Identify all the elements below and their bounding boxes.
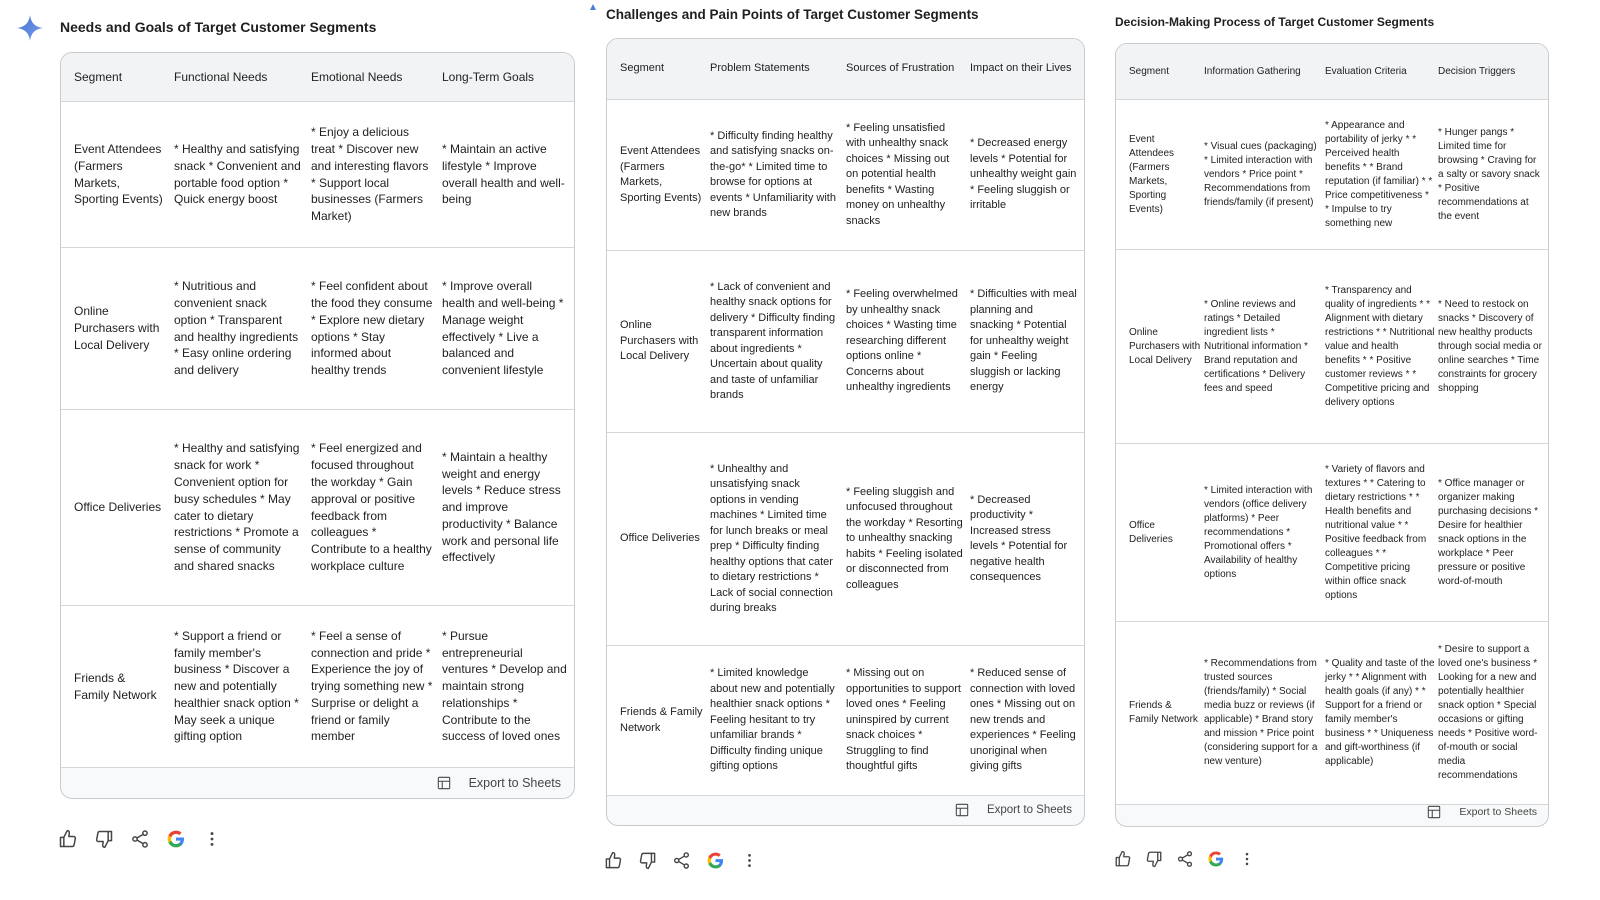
table-cell [970,251,1078,432]
export-to-sheets-button[interactable] [437,776,561,790]
cell-text: * Maintain an active lifestyle * Improve overall health and well-being [442,141,565,207]
google-g-icon[interactable] [166,829,186,849]
segment-cell [620,433,706,645]
cell-text: * Feeling unsatisfied with unhealthy snack choices * Missing out on potential health benefits * Wasting money on unhealthy snacks [846,121,950,227]
export-to-sheets-button[interactable] [955,803,1072,817]
table-cell [1438,250,1542,443]
cell-text: Online Purchasers with Local Delivery [74,304,160,352]
table-cell [1325,100,1435,249]
table-row [1116,100,1548,250]
segment-cell [620,100,706,250]
more-vert-icon[interactable] [740,851,759,870]
table-cell [174,410,302,605]
cell-text: Event Attendees (Farmers Markets, Sporting Events) [74,141,163,207]
table-row [607,100,1084,251]
thumbs-up-icon[interactable] [1114,850,1132,868]
panel-title: Decision-Making Process of Target Customer Segments [1115,15,1435,29]
table-cell [846,433,964,645]
segment-cell [1129,444,1201,621]
cell-text: Online Purchasers with Local Delivery [1129,326,1201,366]
segment-cell [620,646,706,795]
column-header-label: Impact on their Lives [970,62,1072,75]
segment-cell [1129,100,1201,249]
column-header [174,53,302,101]
cell-text: * Decreased productivity * Increased stress levels * Potential for negative health consequences [970,493,1068,583]
panel-title: Needs and Goals of Target Customer Segments [60,19,377,35]
cell-text: Event Attendees (Farmers Markets, Sporting Events) [1129,133,1175,215]
table-cell [442,102,568,247]
scroll-marker [590,4,596,10]
data-table-card [60,52,575,799]
cell-text: Office Deliveries [620,532,700,545]
cell-text: * Recommendations from trusted sources (friends/family) * Social media buzz or reviews (if applicable) * Brand story and mission * Price point (considering support for a new venture) [1204,658,1318,767]
cell-text: * Nutritious and convenient snack option * Transparent and healthy ingredients * Easy online ordering and delivery [174,279,299,378]
cell-text: * Healthy and satisfying snack for work * Convenient option for busy schedules * May cater to dietary restrictions * Promote a sense of community and shared snacks [174,441,300,573]
table-cell [710,251,838,432]
sheets-table-icon [955,803,978,817]
segment-cell [74,410,164,605]
cell-text: * Feel a sense of connection and pride * Experience the joy of trying something new * Surprise or delight a friend or family member [311,628,433,744]
table-cell [846,251,964,432]
table-cell [970,100,1078,250]
cell-text: * Appearance and portability of jerky * * Perceived health benefits * * Brand reputation (if familiar) * * Price competitiveness * * Impulse to try something new [1325,119,1433,229]
cell-text: * Need to restock on snacks * Discovery of new healthy products through social media or online searches * Time constraints for grocery shopping [1438,298,1542,394]
table-row [61,606,574,768]
data-table-card [606,38,1085,826]
column-header [970,39,1078,99]
table-cell [1325,622,1435,804]
share-icon[interactable] [130,829,150,849]
sheets-table-icon [437,776,460,790]
cell-text: * Hunger pangs * Limited time for browsing * Craving for a salty or savory snack * Positive recommendations at the event [1438,126,1540,222]
thumbs-down-icon[interactable] [638,851,657,870]
thumbs-down-icon[interactable] [1145,850,1163,868]
cell-text: Friends & Family Network [1129,700,1198,725]
table-cell [442,606,568,767]
table-header [1116,44,1548,100]
table-cell [1325,444,1435,621]
cell-text: Online Purchasers with Local Delivery [620,319,699,363]
table-header [61,53,574,102]
cell-text: * Feel energized and focused throughout the workday * Gain approval or positive feedback from colleagues * Contribute to a healthy workplace culture [311,441,432,573]
segment-cell [620,251,706,432]
cell-text: Office Deliveries [1129,519,1173,545]
share-icon[interactable] [672,851,691,870]
response-actions [1114,850,1269,868]
table-cell [710,100,838,250]
column-header-label: Problem Statements [710,62,810,75]
cell-text: * Desire to support a loved one's business * Looking for a new and potentially healthier snack option * Special occasions or gifting needs * Positive word-of-mouth or social media recommendations [1438,644,1538,781]
column-header [442,53,568,101]
table-cell [1438,444,1542,621]
google-g-icon[interactable] [706,851,725,870]
cell-text: Event Attendees (Farmers Markets, Sporting Events) [620,145,702,204]
data-table-card [1115,43,1549,827]
cell-text: * Healthy and satisfying snack * Convenient and portable food option * Quick energy boost [174,141,301,207]
cell-text: * Quality and taste of the jerky * * Alignment with health goals (if any) * * Support for a friend or family member's business * * Uniqueness and gift-worthiness (if applicable) [1325,658,1435,767]
table-cell [174,102,302,247]
table-cell [710,433,838,645]
table-row [61,410,574,606]
table-cell [311,102,433,247]
google-g-icon[interactable] [1207,850,1225,868]
cell-text: * Maintain a healthy weight and energy levels * Reduce stress and improve productivity * Balance work and personal life effectively [442,449,561,565]
table-header [607,39,1084,100]
export-label: Export to Sheets [986,804,1072,816]
export-label: Export to Sheets [468,776,561,790]
more-vert-icon[interactable] [202,829,222,849]
share-icon[interactable] [1176,850,1194,868]
cell-text: * Transparency and quality of ingredients * * Alignment with dietary restrictions * * Nutritional value and health benefits * * Positive customer reviews * * Competitive pricing and delivery options [1325,284,1435,408]
column-header [710,39,838,99]
segment-cell [74,606,164,767]
column-header [1204,44,1319,99]
table-cell [970,646,1078,795]
column-header-label: Information Gathering [1204,65,1301,77]
cell-text: * Missing out on opportunities to support loved ones * Feeling uninspired by current snack choices * Struggling to find thoughtful gifts [846,667,961,773]
table-cell [846,100,964,250]
cell-text: * Reduced sense of connection with loved ones * Missing out on new trends and experiences * Feeling unoriginal when giving gifts [970,667,1076,773]
cell-text: * Difficulty finding healthy and satisfying snacks on-the-go* * Limited time to browse for options at events * Unfamiliarity with new brands [710,129,836,219]
table-cell [710,646,838,795]
table-row [1116,444,1548,622]
cell-text: * Variety of flavors and textures * * Catering to dietary restrictions * * Health benefits and nutritional value * * Positive feedback from colleagues * * Competitive pricing within office snack options [1325,463,1427,601]
column-header [74,53,164,101]
cell-text: * Office manager or organizer making purchasing decisions * Desire for healthier snack options in the workplace * Peer pressure or positive word-of-mouth [1438,477,1539,587]
table-cell [1438,622,1542,804]
response-actions [58,829,238,849]
table-row [1116,250,1548,444]
table-cell [1204,444,1319,621]
table-cell [1204,100,1319,249]
table-cell [311,410,433,605]
table-cell [1325,250,1435,443]
segment-cell [74,102,164,247]
cell-text: * Feel confident about the food they consume * Explore new dietary options * Stay informed about healthy trends [311,279,433,378]
column-header-label: Decision Triggers [1438,65,1516,77]
table-cell [311,248,433,409]
table-row [607,433,1084,646]
table-cell [442,410,568,605]
column-header-label: Segment [1129,65,1170,77]
cell-text: * Improve overall health and well-being * Manage weight effectively * Live a balanced and convenient lifestyle [442,279,564,378]
table-cell [311,606,433,767]
segment-cell [1129,250,1201,443]
column-header-label: Evaluation Criteria [1325,65,1407,77]
cell-text: Office Deliveries [74,500,162,515]
table-cell [1438,100,1542,249]
thumbs-up-icon[interactable] [604,851,623,870]
column-header [1325,44,1435,99]
column-header-label: Sources of Frustration [846,62,955,75]
cell-text: * Enjoy a delicious treat * Discover new and interesting flavors * Support local businesses (Farmers Market) [311,125,429,224]
column-header-label: Long-Term Goals [442,69,535,84]
table-row [607,646,1084,796]
column-header [1438,44,1542,99]
cell-text: * Online reviews and ratings * Detailed ingredient lists * Nutritional information * Brand reputation and certifications * Delivery fees and speed [1204,298,1308,394]
cell-text: * Visual cues (packaging) * Limited interaction with vendors * Price point * Recommendations from friends/family (if present) [1204,140,1317,208]
table-cell [970,433,1078,645]
more-vert-icon[interactable] [1238,850,1256,868]
thumbs-down-icon[interactable] [94,829,114,849]
cell-text: * Decreased energy levels * Potential for unhealthy weight gain * Feeling sluggish or irritable [970,137,1077,212]
table-row [1116,622,1548,805]
response-actions [604,851,774,870]
cell-text: * Support a friend or family member's business * Discover a new and potentially healthier snack option * May seek a unique gifting option [174,628,299,744]
column-header [846,39,964,99]
column-header [1129,44,1201,99]
column-header-label: Emotional Needs [311,69,403,84]
table-cell [846,646,964,795]
cell-text: * Lack of convenient and healthy snack options for delivery * Difficulty finding transparent information about ingredients * Uncertain about quality and taste of unfamiliar brands [710,280,836,401]
cell-text: * Difficulties with meal planning and snacking * Potential for unhealthy weight gain * Feeling sluggish or lacking energy [970,288,1077,394]
table-cell [1204,250,1319,443]
cell-text: * Feeling overwhelmed by unhealthy snack choices * Wasting time researching different options online * Concerns about unhealthy ingredients [846,288,958,394]
table-row [61,248,574,410]
thumbs-up-icon[interactable] [58,829,78,849]
cell-text: Friends & Family Network [74,670,157,702]
column-header-label: Segment [74,69,123,84]
cell-text: * Unhealthy and unsatisfying snack options in vending machines * Limited time for lunch breaks or meal prep * Difficulty finding healthy options that cater to dietary restrictions * Lack of social connection during breaks [710,462,833,614]
table-row [61,102,574,248]
sparkle-icon [16,14,44,42]
segment-cell [1129,622,1201,804]
table-cell [442,248,568,409]
table-row [607,251,1084,433]
cell-text: * Feeling sluggish and unfocused throughout the workday * Resorting to unhealthy snacking habits * Feeling isolated or disconnected from colleagues [846,485,963,591]
column-header [311,53,433,101]
cell-text: * Limited interaction with vendors (office delivery platforms) * Peer recommendations * Promotional offers * Availability of healthy options [1204,484,1313,580]
column-header-label: Segment [620,62,665,75]
panel-title: Challenges and Pain Points of Target Customer Segments [606,7,979,22]
cell-text: * Limited knowledge about new and potentially healthier snack options * Feeling hesitant to try unfamiliar brands * Difficulty finding unique gifting options [710,667,835,773]
column-header-label: Functional Needs [174,69,268,84]
export-to-sheets-button[interactable] [1427,805,1537,819]
cell-text: Friends & Family Network [620,706,703,734]
table-cell [1204,622,1319,804]
table-cell [174,606,302,767]
cell-text: * Pursue entrepreneurial ventures * Develop and maintain strong relationships * Contribute to the success of loved ones [442,628,567,744]
export-label: Export to Sheets [1459,806,1537,818]
sheets-table-icon [1427,805,1450,819]
segment-cell [74,248,164,409]
table-cell [174,248,302,409]
column-header [620,39,706,99]
